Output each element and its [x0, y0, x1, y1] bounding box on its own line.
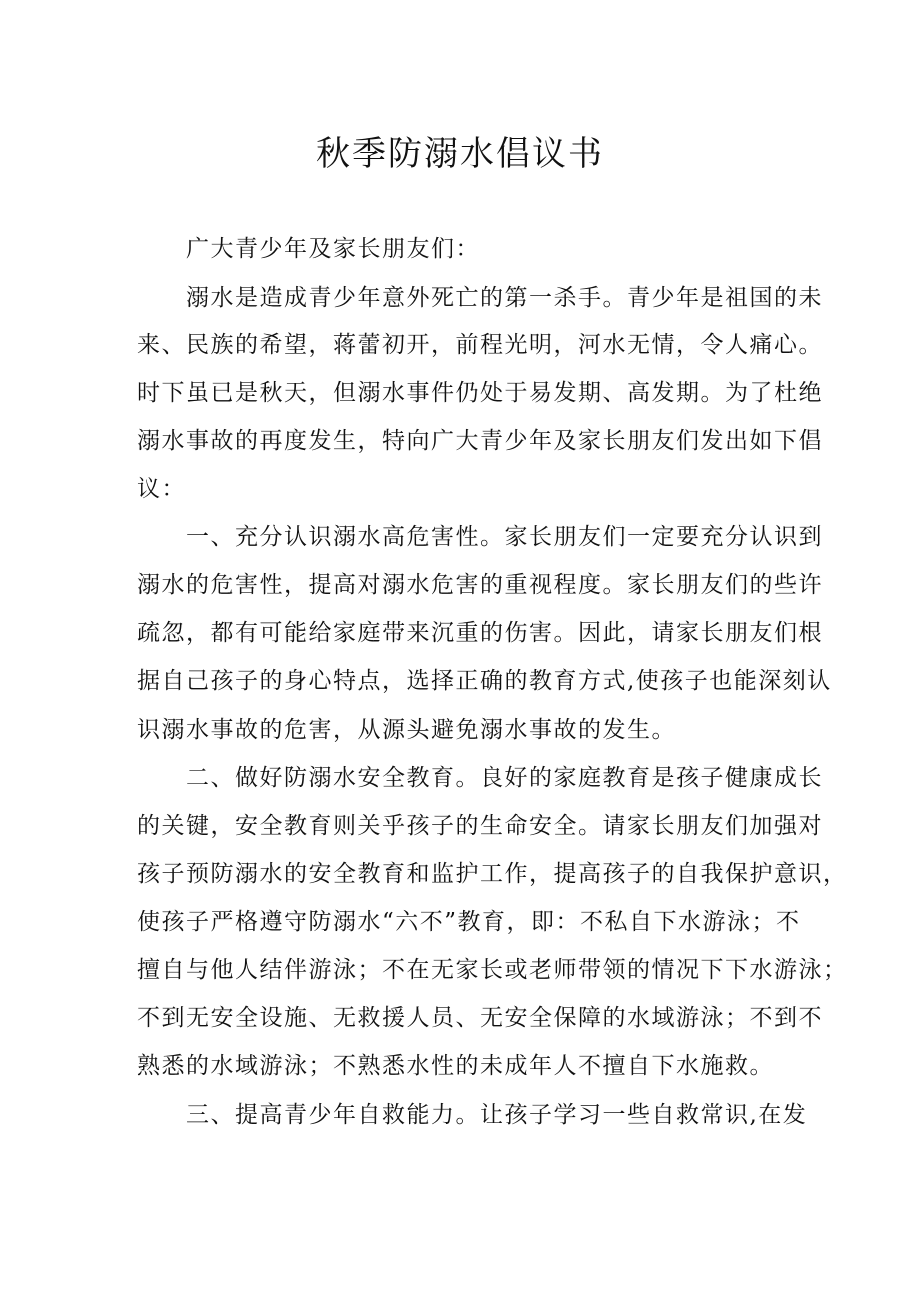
text-line-15: 使孩子严格遵守防溺水“六不”教育，即：不私自下水游泳；不	[137, 909, 801, 935]
text-line-4: 时下虽已是秋天，但溺水事件仍处于易发期、高发期。为了杜绝	[137, 380, 823, 406]
text-line-17: 不到无安全设施、无救援人员、无安全保障的水域游泳；不到不	[137, 1005, 823, 1031]
text-line-8: 溺水的危害性，提高对溺水危害的重视程度。家长朋友们的些许	[137, 572, 823, 598]
text-line-2: 溺水是造成青少年意外死亡的第一杀手。青少年是祖国的未	[137, 285, 823, 311]
text-line-3: 来、民族的希望，蒋蕾初开，前程光明，河水无情，令人痛心。	[137, 332, 823, 358]
text-line-13: 的关键，安全教育则关乎孩子的生命安全。请家长朋友们加强对	[137, 813, 823, 839]
text-line-12: 二、做好防溺水安全教育。良好的家庭教育是孩子健康成长	[137, 765, 823, 791]
text-line-11: 识溺水事故的危害，从源头避免溺水事故的发生。	[137, 717, 676, 743]
text-line-16: 擅自与他人结伴游泳；不在无家长或老师带领的情况下下水游泳；	[137, 957, 848, 983]
text-line-19: 三、提高青少年自救能力。让孩子学习一些自救常识,在发	[137, 1102, 808, 1128]
text-line-14: 孩子预防溺水的安全教育和监护工作，提高孩子的自我保护意识，	[137, 861, 848, 887]
text-line-7: 一、充分认识溺水高危害性。家长朋友们一定要充分认识到	[137, 524, 823, 550]
text-line-1: 广大青少年及家长朋友们：	[137, 236, 480, 262]
document-title: 秋季防溺水倡议书	[316, 134, 604, 174]
text-line-10: 据自己孩子的身心特点，选择正确的教育方式,使孩子也能深刻认	[137, 668, 832, 694]
text-line-6: 议：	[137, 476, 186, 502]
text-line-9: 疏忽，都有可能给家庭带来沉重的伤害。因此，请家长朋友们根	[137, 620, 823, 646]
text-line-5: 溺水事故的再度发生，特向广大青少年及家长朋友们发出如下倡	[137, 428, 823, 454]
text-line-18: 熟悉的水域游泳；不熟悉水性的未成年人不擅自下水施救。	[137, 1053, 774, 1079]
